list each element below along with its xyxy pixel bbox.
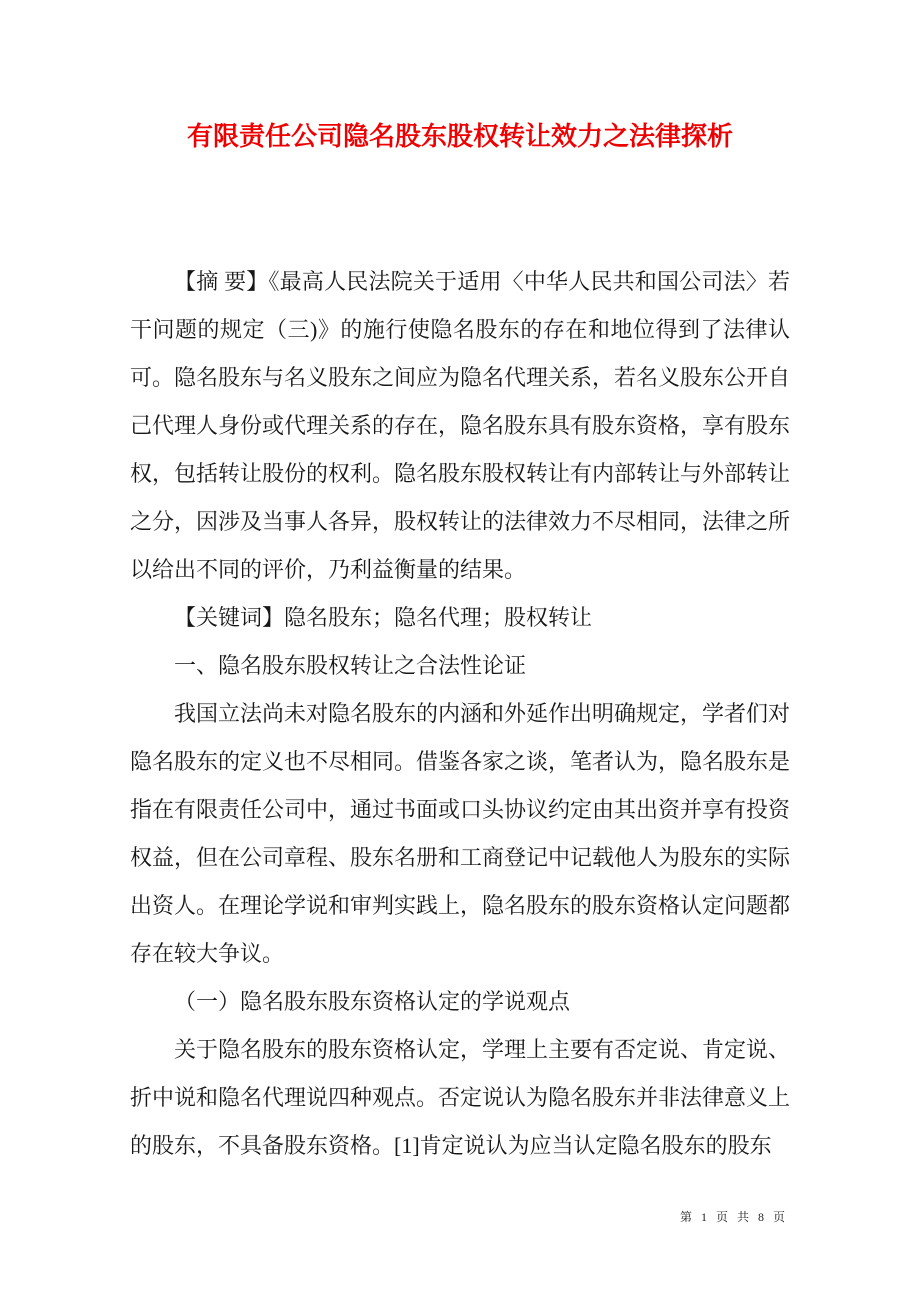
document-body	[130, 258, 790, 1170]
body-paragraph: 我国立法尚未对隐名股东的内涵和外延作出明确规定，学者们对隐名股东的定义也不尽相同。借鉴各家之谈，笔者认为，隐名股东是指在有限责任公司中，通过书面或口头协议约定由其出资并享有投资权益，但在公司章程、股东名册和工商登记中记载他人为股东的实际出资人。在理论学说和审判实践上，隐名股东的股东资格认定问题都存在较大争议。	[130, 701, 791, 966]
document-title: 有限责任公司隐名股东股权转让效力之法律探析	[186, 122, 733, 151]
body-paragraph: 【关键词】隐名股东；隐名代理；股权转让	[174, 605, 593, 630]
body-paragraph: 关于隐名股东的股东资格认定，学理上主要有否定说、肯定说、折中说和隐名代理说四种观点。否定说认为隐名股东并非法律意义上的股东，不具备股东资格。[1]肯定说认为应当认定隐名股东的股东	[130, 1037, 791, 1158]
body-paragraph: 【摘 要】《最高人民法院关于适用〈中华人民共和国公司法〉若干问题的规定（三)》的施行使隐名股东的存在和地位得到了法律认可。隐名股东与名义股东之间应为隐名代理关系，若名义股东公开自己代理人身份或代理关系的存在，隐名股东具有股东资格，享有股东权，包括转让股份的权利。隐名股东股权转让有内部转让与外部转让之分，因涉及当事人各异，股权转让的法律效力不尽相同，法律之所以给出不同的评价，乃利益衡量的结果。	[130, 269, 791, 582]
section-heading: （一）隐名股东股东资格认定的学说观点	[174, 989, 571, 1014]
page-number-footer: 第 1 页 共 8 页	[679, 1210, 788, 1224]
section-heading: 一、隐名股东股权转让之合法性论证	[174, 653, 527, 678]
